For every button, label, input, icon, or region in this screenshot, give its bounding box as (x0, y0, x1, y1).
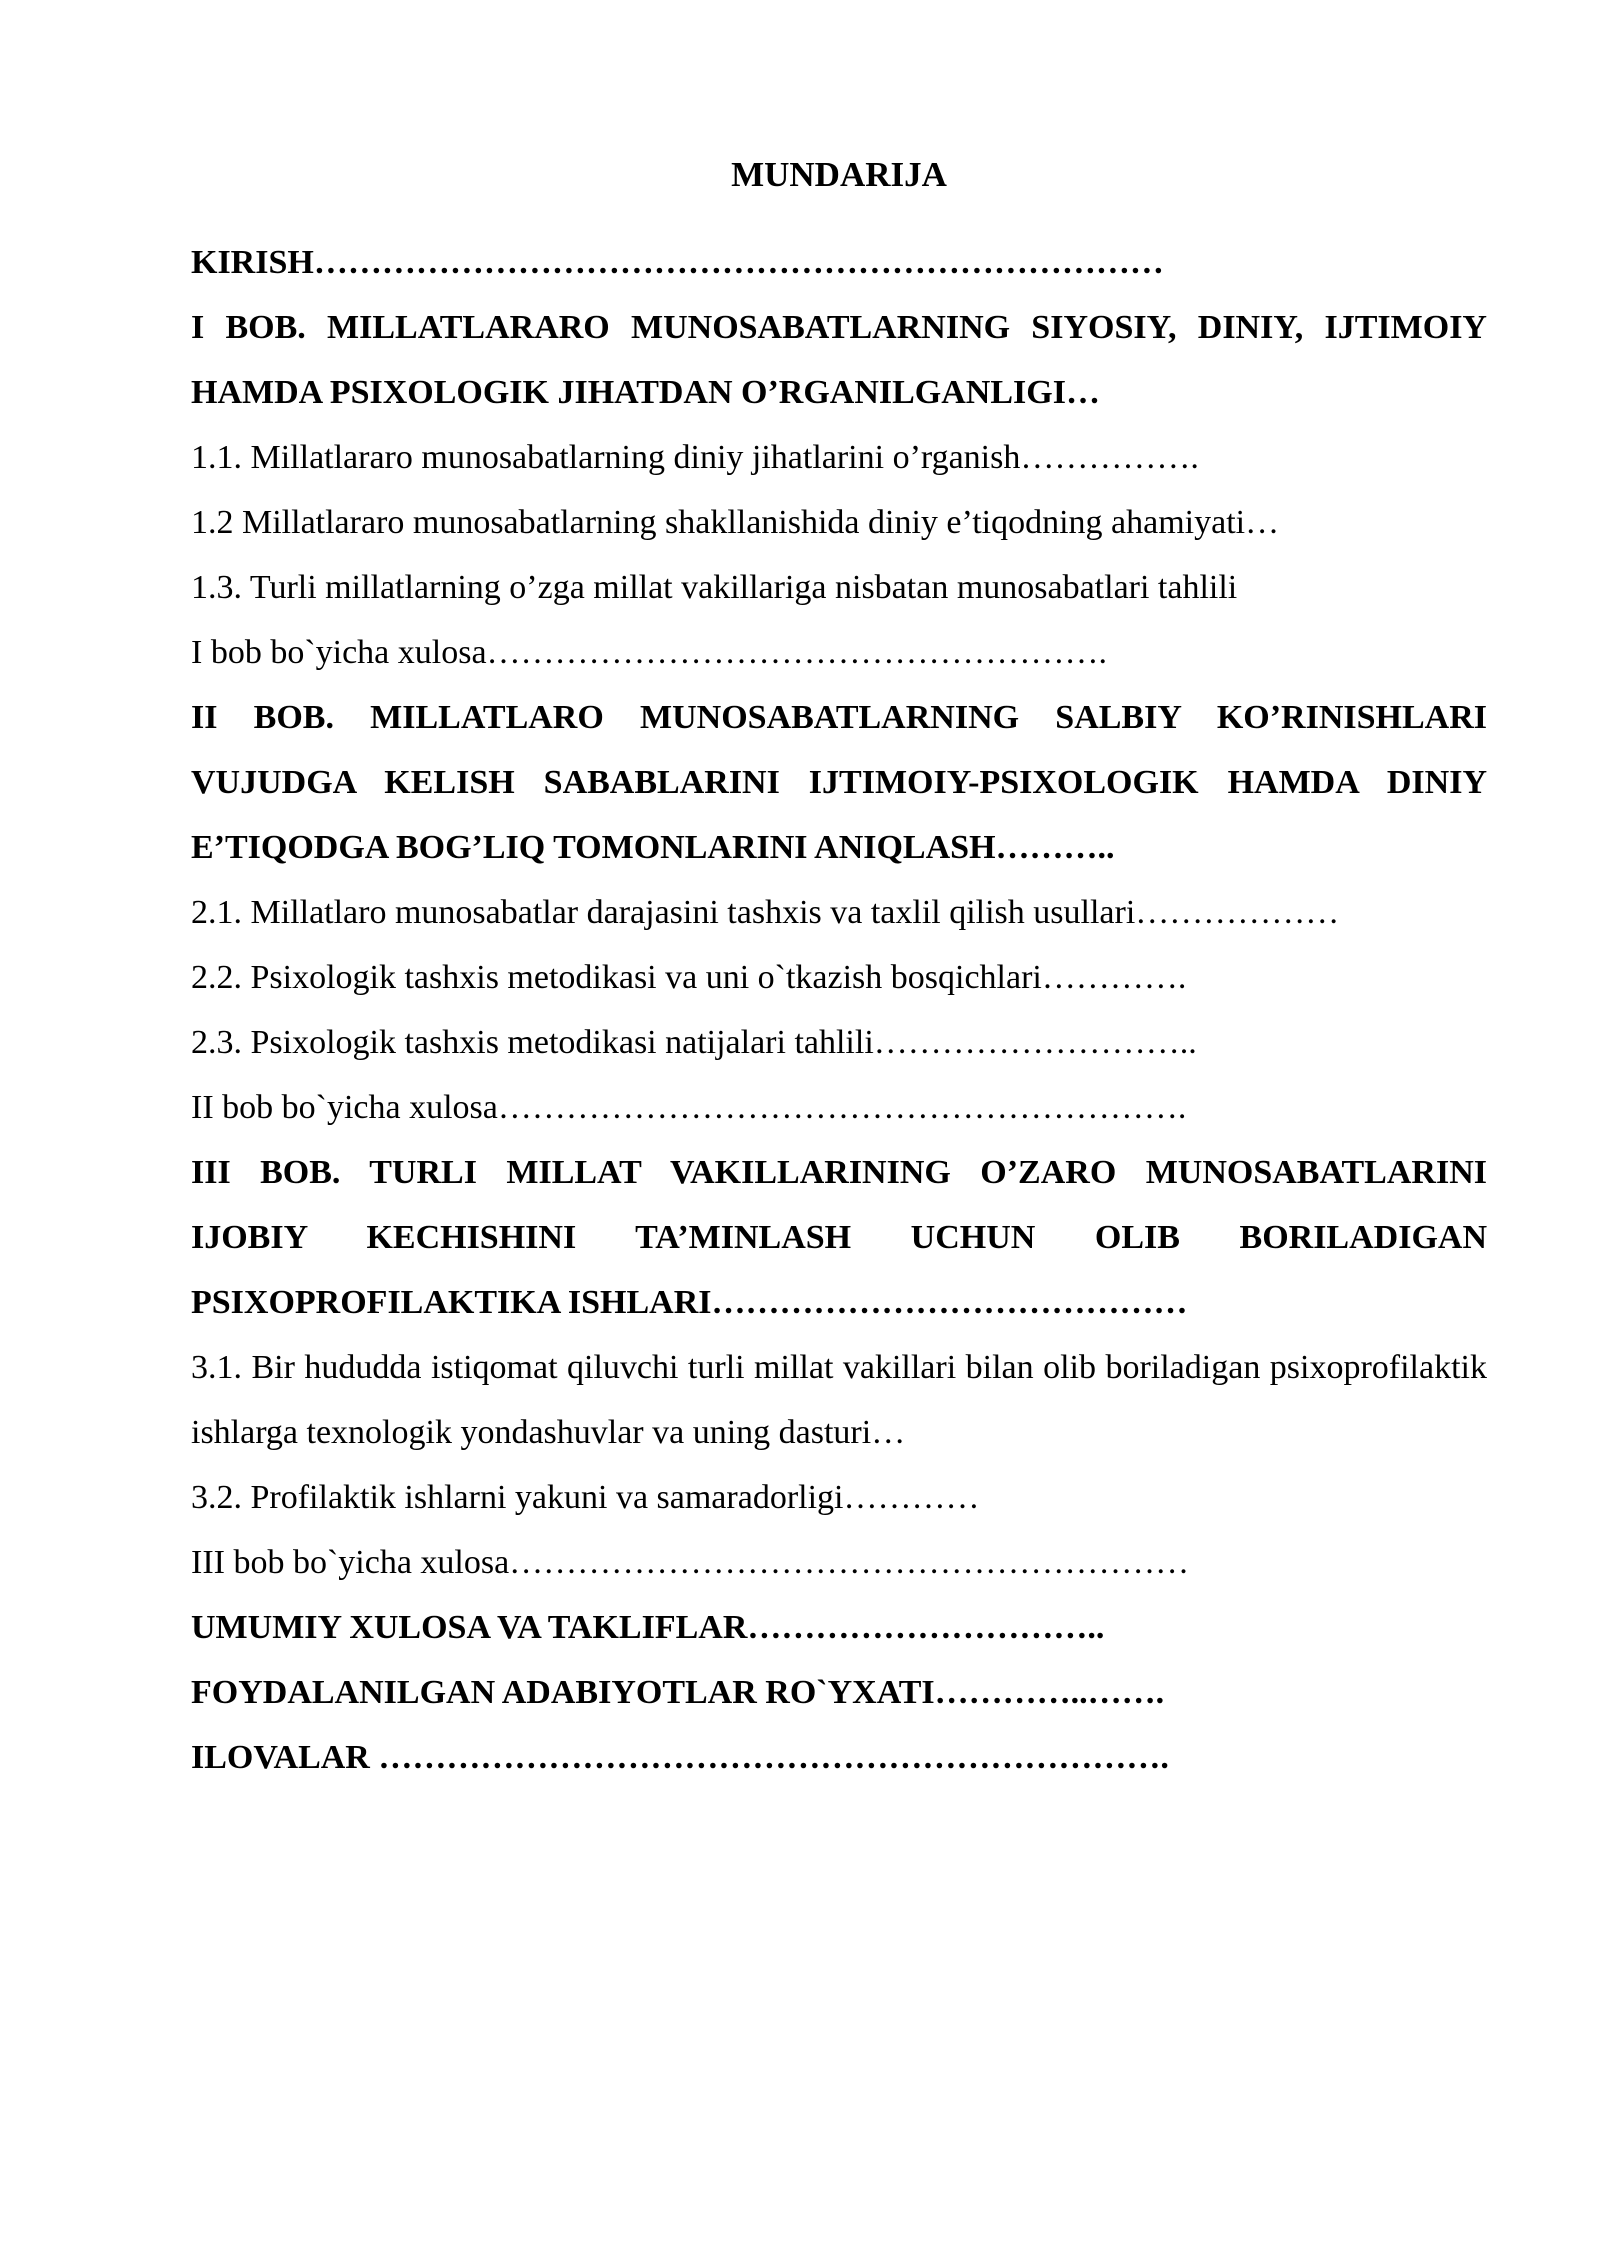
toc-entry-chapter-3-conclusion: III bob bo`yicha xulosa…………………………………………………… (191, 1544, 1190, 1581)
toc-entry-chapter-1: I BOB. MILLATLARARO MUNOSABATLARNING SIYOSIY, DINIY, IJTIMOIY HAMDA PSIXOLOGIK JIHATDAN O’RGANILGANLIGI… (191, 309, 1487, 411)
toc-entry-appendices: ILOVALAR ……………………………………………………………. (191, 1739, 1169, 1776)
toc-entry-chapter-3: III BOB. TURLI MILLAT VAKILLARINING O’ZARO MUNOSABATLARINI IJOBIY KECHISHINI TA’MINLASH UCHUN OLIB BORILADIGAN PSIXOPROFILAKTIKA ISHLARI…………………………………… (191, 1154, 1487, 1321)
toc-entry-section-1-3: 1.3. Turli millatlarning o’zga millat vakillariga nisbatan munosabatlari tahlili (191, 569, 1238, 606)
toc-entry-section-1-2: 1.2 Millatlararo munosabatlarning shakllanishida diniy e’tiqodning ahamiyati… (191, 504, 1280, 541)
toc-entry-bibliography: FOYDALANILGAN ADABIYOTLAR RO`YXATI…………..……. (191, 1674, 1165, 1711)
toc-entry-section-1-1: 1.1. Millatlararo munosabatlarning diniy jihatlarini o’rganish……………. (191, 439, 1199, 476)
toc-entry-section-3-2: 3.2. Profilaktik ishlarni yakuni va samaradorligi………… (191, 1479, 980, 1516)
toc-entry-chapter-2-conclusion: II bob bo`yicha xulosa……………………………………………………. (191, 1089, 1187, 1126)
page-title: MUNDARIJA (731, 155, 947, 194)
toc-entry-introduction: KIRISH………………………………………………………………… (191, 244, 1164, 281)
toc-entry-chapter-2: II BOB. MILLATLARO MUNOSABATLARNING SALBIY KO’RINISHLARI VUJUDGA KELISH SABABLARINI IJTIMOIY-PSIXOLOGIK HAMDA DINIY E’TIQODGA BOG’LIQ TOMONLARINI ANIQLASH……….. (191, 699, 1487, 866)
toc-entry-section-2-1: 2.1. Millatlaro munosabatlar darajasini tashxis va taxlil qilish usullari……………… (191, 894, 1340, 931)
toc-entry-chapter-1-conclusion: I bob bo`yicha xulosa………………………………………………. (191, 634, 1108, 671)
document-page (191, 150, 1487, 1790)
toc-entry-section-3-1: 3.1. Bir hududda istiqomat qiluvchi turli millat vakillari bilan olib boriladigan psixoprofilaktik ishlarga texnologik yondashuvlar va uning dasturi… (191, 1349, 1487, 1451)
toc-entry-section-2-2: 2.2. Psixologik tashxis metodikasi va uni o`tkazish bosqichlari…………. (191, 959, 1187, 996)
table-of-contents (191, 230, 1487, 1790)
toc-entry-section-2-3: 2.3. Psixologik tashxis metodikasi natijalari tahlili……………………….. (191, 1024, 1197, 1061)
toc-entry-general-conclusion: UMUMIY XULOSA VA TAKLIFLAR………………………….. (191, 1609, 1105, 1646)
